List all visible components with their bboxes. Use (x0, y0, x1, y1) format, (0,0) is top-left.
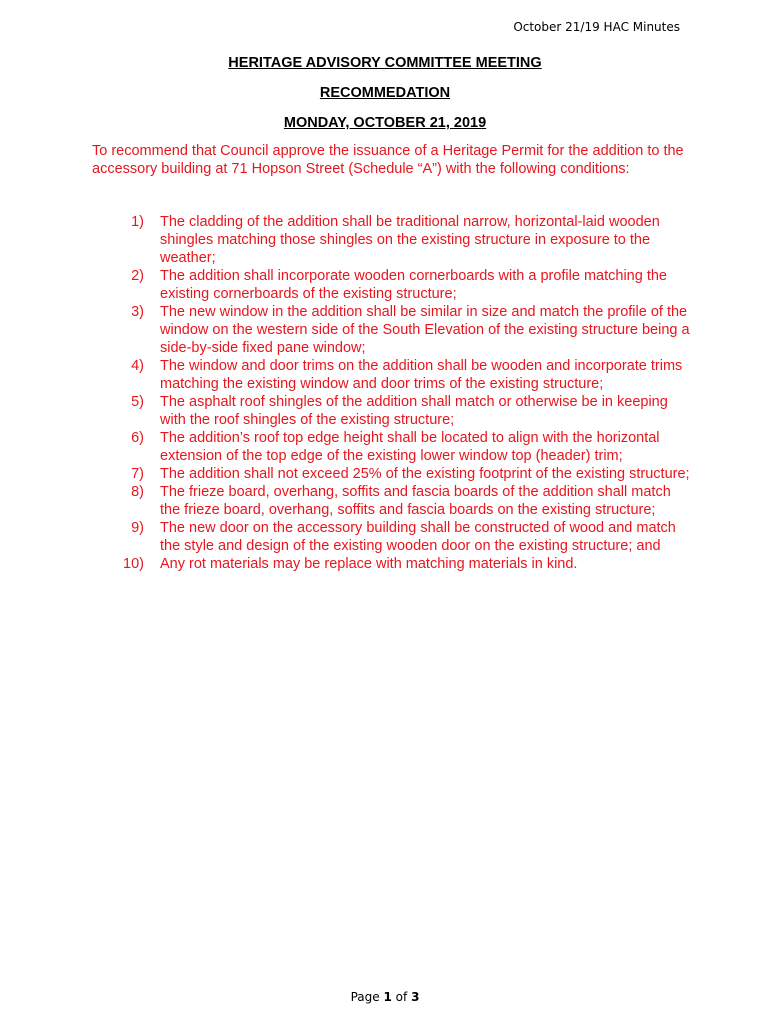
condition-text: The addition shall incorporate wooden cornerboards with a profile matching the existing cornerboards of the existing structure; (160, 268, 667, 302)
condition-text: The cladding of the addition shall be traditional narrow, horizontal-laid wooden shingles matching those shingles on the existing structure in exposure to the weather; (160, 214, 660, 266)
condition-item (92, 483, 692, 519)
condition-item (92, 267, 692, 303)
condition-item (92, 465, 692, 483)
page-word: Page (350, 990, 380, 1004)
of-word: of (395, 990, 408, 1004)
page-total: 3 (411, 990, 420, 1004)
condition-text: The asphalt roof shingles of the addition shall match or otherwise be in keeping with the roof shingles of the existing structure; (160, 394, 668, 428)
page-current: 1 (383, 990, 392, 1004)
condition-number: 1) (131, 214, 144, 230)
condition-item (92, 303, 692, 357)
condition-number: 10) (123, 556, 144, 572)
condition-item (92, 429, 692, 465)
condition-text: The new door on the accessory building shall be constructed of wood and match the style and design of the existing wooden door on the existing structure; and (160, 520, 676, 554)
condition-number: 6) (131, 430, 144, 446)
condition-number: 7) (131, 466, 144, 482)
condition-number: 8) (131, 484, 144, 500)
title-block (0, 54, 770, 144)
condition-number: 9) (131, 520, 144, 536)
condition-text: The addition shall not exceed 25% of the existing footprint of the existing structure; (160, 466, 690, 482)
meeting-title: HERITAGE ADVISORY COMMITTEE MEETING (228, 55, 542, 71)
conditions-list (92, 213, 692, 573)
condition-number: 2) (131, 268, 144, 284)
condition-number: 5) (131, 394, 144, 410)
condition-item (92, 213, 692, 267)
condition-text: The new window in the addition shall be similar in size and match the profile of the window on the western side of the South Elevation of the existing structure being a side-by-side fixed pane window; (160, 304, 690, 356)
page-footer (0, 990, 770, 1004)
condition-text: The window and door trims on the addition shall be wooden and incorporate trims matching the existing window and door trims of the existing structure; (160, 358, 683, 392)
running-header: October 21/19 HAC Minutes (513, 20, 680, 34)
condition-number: 3) (131, 304, 144, 320)
recommendation-intro: To recommend that Council approve the issuance of a Heritage Permit for the addition to the accessory building at 71 Hopson Street (Schedule “A”) with the following conditions: (92, 143, 684, 177)
condition-number: 4) (131, 358, 144, 374)
meeting-date: MONDAY, OCTOBER 21, 2019 (283, 115, 487, 131)
condition-item (92, 555, 692, 573)
condition-text: Any rot materials may be replace with matching materials in kind. (160, 556, 578, 572)
condition-item (92, 393, 692, 429)
condition-item (92, 357, 692, 393)
condition-text: The addition’s roof top edge height shall be located to align with the horizontal extension of the top edge of the existing lower window top (header) trim; (160, 430, 660, 464)
condition-item (92, 519, 692, 555)
condition-text: The frieze board, overhang, soffits and fascia boards of the addition shall match the frieze board, overhang, soffits and fascia boards on the existing structure; (160, 484, 671, 518)
recommendation-title: RECOMMEDATION (319, 85, 451, 101)
